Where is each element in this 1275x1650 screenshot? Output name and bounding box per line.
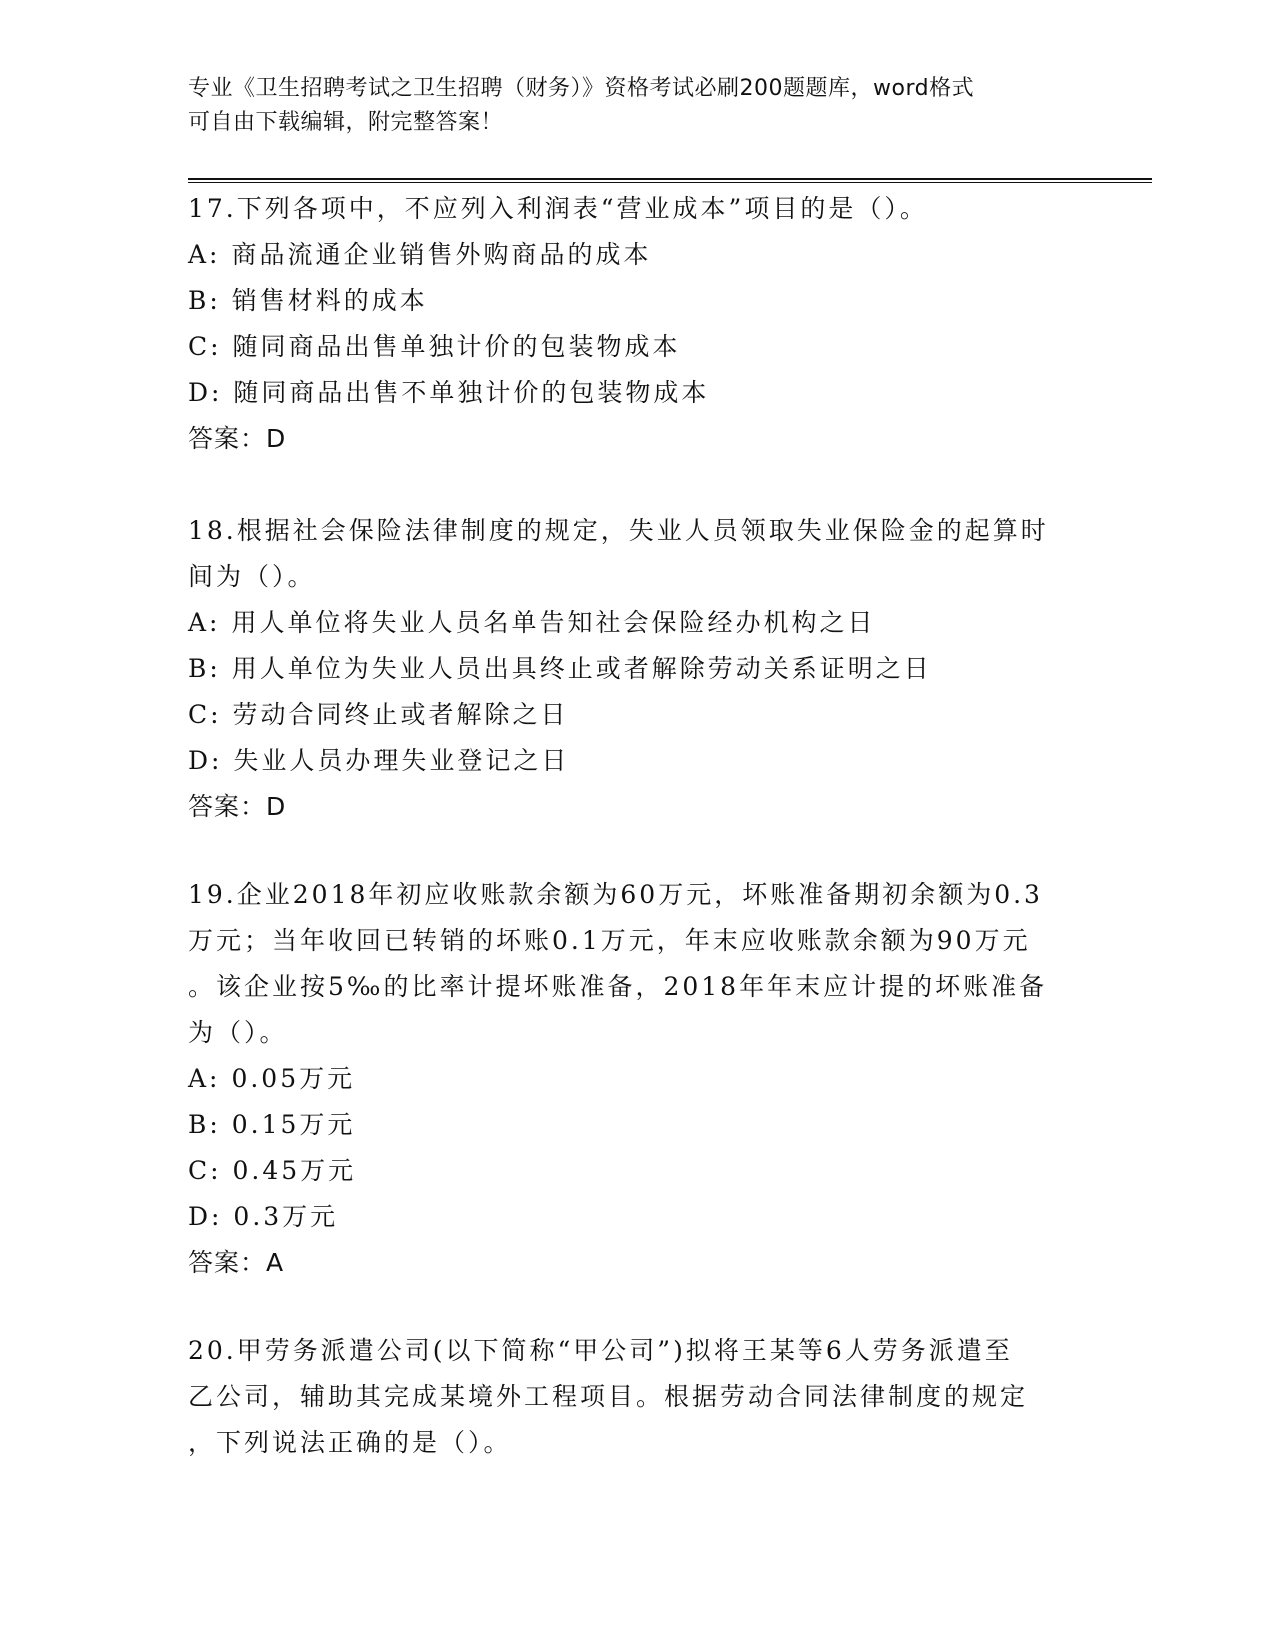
answer-line: 答案：D [188,424,287,453]
option-b [188,646,1088,692]
option-text: 0.3万元 [233,1202,339,1231]
question-stem-line: 18.根据社会保险法律制度的规定，失业人员领取失业保险金的起算时 [188,516,1049,545]
option-b [188,278,1088,324]
question-stem-line: ，下列说法正确的是（）。 [188,1428,512,1457]
question-stem-line: 。该企业按5‰的比率计提坏账准备，2018年年末应计提的坏账准备 [188,972,1048,1001]
option-text: 0.45万元 [232,1156,357,1185]
option-d [188,1194,1088,1240]
option-text: 随同商品出售不单独计价的包装物成本 [233,378,710,407]
option-c [188,692,1088,738]
question-17 [188,186,1088,462]
option-label: C: [188,700,222,729]
option-d [188,370,1088,416]
question-stem-line: 20.甲劳务派遣公司(以下简称“甲公司”)拟将王某等6人劳务派遣至 [188,1336,1013,1365]
question-stem-line: 19.企业2018年初应收账款余额为60万元，坏账准备期初余额为0.3 [188,880,1043,909]
option-text: 销售材料的成本 [231,286,428,315]
option-a [188,232,1088,278]
question-stem-line: 乙公司，辅助其完成某境外工程项目。根据劳动合同法律制度的规定 [188,1382,1029,1411]
option-label: B: [188,654,221,683]
option-label: B: [188,286,221,315]
option-a [188,1056,1088,1102]
option-text: 劳动合同终止或者解除之日 [232,700,569,729]
option-label: A: [188,1064,221,1093]
answer-line: 答案：A [188,1248,285,1277]
option-b [188,1102,1088,1148]
question-stem-line: 间为（）。 [188,562,316,591]
option-text: 商品流通企业销售外购商品的成本 [231,240,652,269]
option-label: B: [188,1110,221,1139]
question-stem-line: 为（）。 [188,1018,288,1047]
option-c [188,1148,1088,1194]
header-divider [188,178,1152,183]
option-c [188,324,1088,370]
option-text: 随同商品出售单独计价的包装物成本 [232,332,681,361]
question-stem-line: 17.下列各项中，不应列入利润表“营业成本”项目的是（）。 [188,194,928,223]
answer-line: 答案：D [188,792,287,821]
option-d [188,738,1088,784]
header-line-1: 专业《卫生招聘考试之卫生招聘（财务）》资格考试必刷200题题库，word格式 [188,76,975,101]
option-text: 0.05万元 [231,1064,356,1093]
option-label: D: [188,1202,223,1231]
option-label: C: [188,332,222,361]
question-19 [188,872,1088,1286]
question-18 [188,508,1088,830]
option-label: C: [188,1156,222,1185]
option-text: 用人单位将失业人员名单告知社会保险经办机构之日 [231,608,876,637]
document-header [188,72,1088,140]
option-text: 0.15万元 [231,1110,356,1139]
option-text: 失业人员办理失业登记之日 [233,746,570,775]
question-stem-line: 万元；当年收回已转销的坏账0.1万元，年末应收账款余额为90万元 [188,926,1031,955]
option-text: 用人单位为失业人员出具终止或者解除劳动关系证明之日 [231,654,932,683]
option-a [188,600,1088,646]
option-label: A: [188,240,221,269]
option-label: A: [188,608,221,637]
header-line-2: 可自由下载编辑，附完整答案！ [188,110,504,135]
option-label: D: [188,378,223,407]
question-20 [188,1328,1088,1466]
option-label: D: [188,746,223,775]
